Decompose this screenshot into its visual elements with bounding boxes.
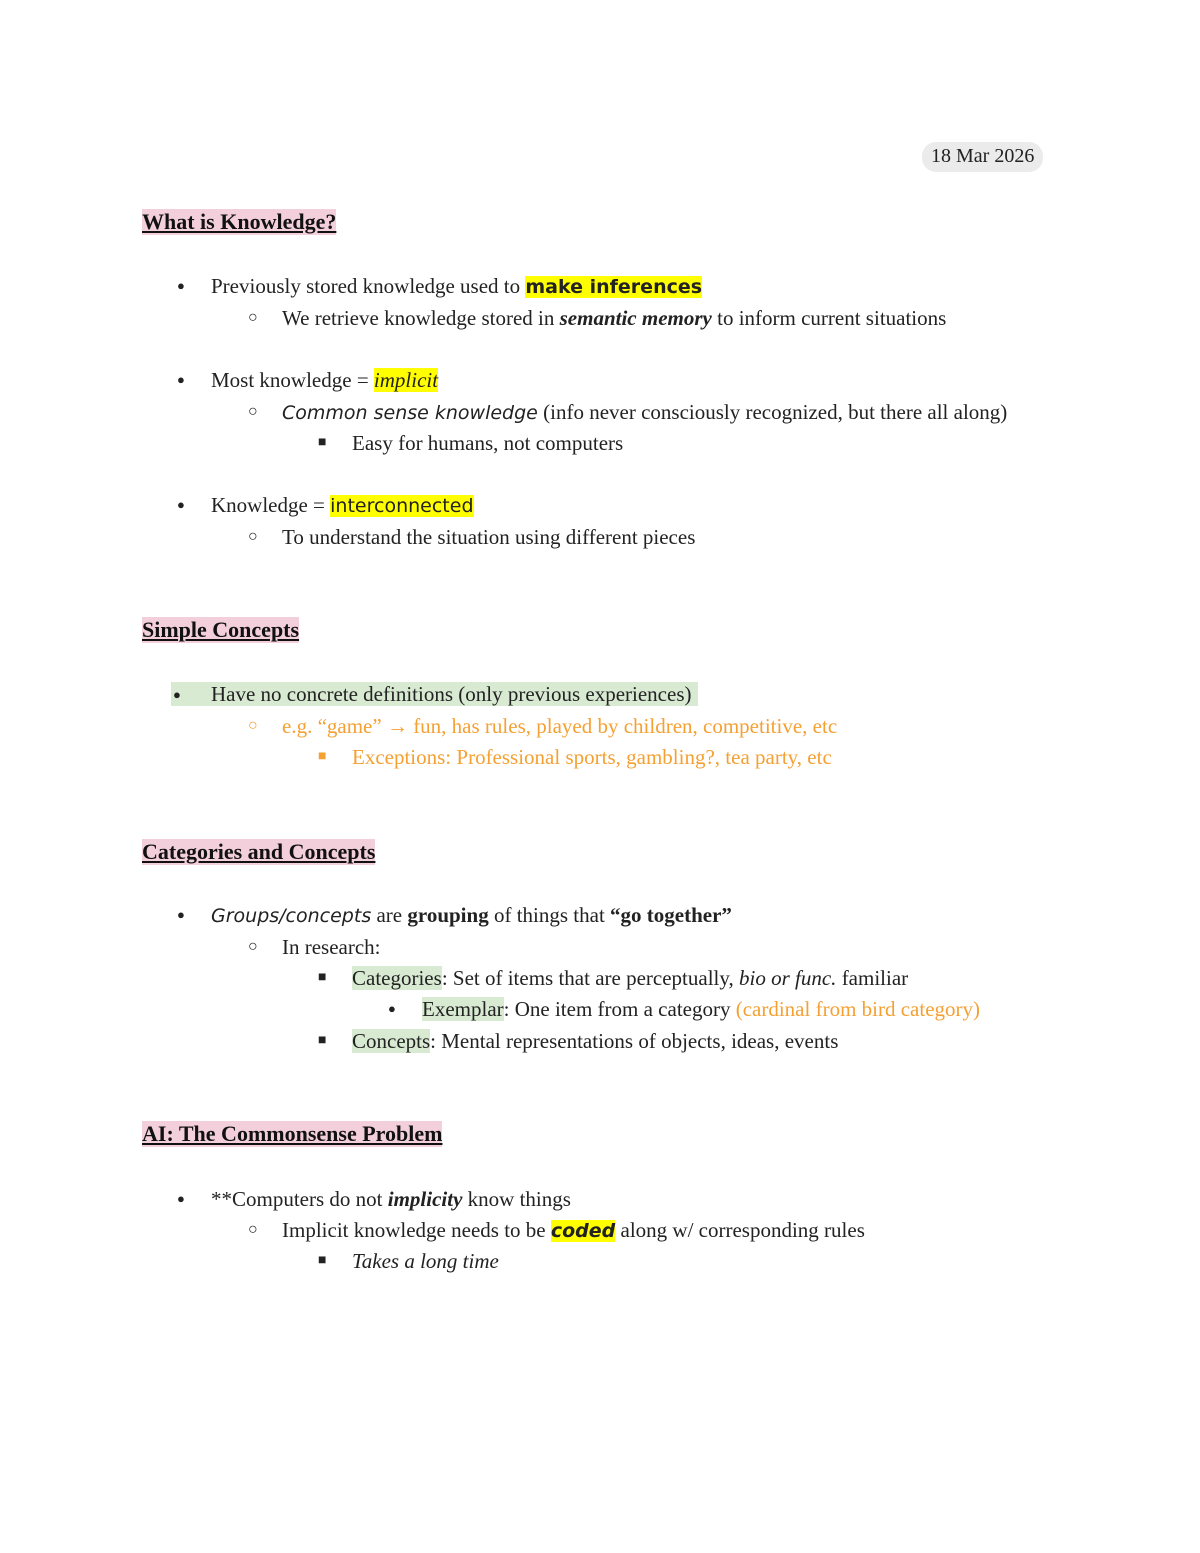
- list-item: ■ Easy for humans, not computers: [318, 431, 624, 455]
- bullet-square-icon: ■: [318, 1253, 327, 1268]
- bullet-square-icon: ■: [318, 749, 327, 764]
- bullet-disc-icon: ●: [177, 907, 185, 922]
- list-item: ○ e.g. “game” → fun, has rules, played by children, competitive, etc: [248, 714, 838, 738]
- list-item: ○ Common sense knowledge (info never consciously recognized, but there all along): [248, 400, 1008, 424]
- list-item: ○ Implicit knowledge needs to be coded along w/ corresponding rules: [248, 1218, 865, 1242]
- bullet-circle-icon: ○: [248, 403, 258, 420]
- list-item: ● Previously stored knowledge used to make inferences: [177, 274, 703, 298]
- bullet-square-icon: ■: [318, 1033, 327, 1048]
- date-chip[interactable]: 18 Mar 2026: [922, 142, 1043, 172]
- section-heading-knowledge: What is Knowledge?: [142, 209, 337, 234]
- list-item: ■ Takes a long time: [318, 1249, 499, 1273]
- highlight-text: implicit: [373, 368, 439, 392]
- bullet-circle-icon: ○: [248, 938, 258, 955]
- bullet-disc-icon: ●: [388, 1001, 396, 1016]
- highlight-text: interconnected: [330, 495, 474, 517]
- term-categories: Categories: [352, 966, 442, 990]
- list-item: [173, 681, 698, 707]
- term-exemplar: Exemplar: [422, 997, 504, 1021]
- list-item: ■ Exceptions: Professional sports, gambling?, tea party, etc: [318, 745, 832, 769]
- green-highlight-row: ● Have no concrete definitions (only previous experiences): [171, 682, 698, 706]
- section-heading-ai: AI: The Commonsense Problem: [142, 1121, 443, 1146]
- bullet-disc-icon: ●: [177, 1191, 185, 1206]
- list-item: ○ We retrieve knowledge stored in semantic memory to inform current situations: [248, 306, 947, 330]
- bullet-circle-icon: ○: [248, 1221, 258, 1238]
- list-item: ● Knowledge = interconnected: [177, 493, 474, 517]
- list-item: ■ Categories: Set of items that are perceptually, bio or func. familiar: [318, 966, 909, 990]
- list-item: ○ To understand the situation using different pieces: [248, 525, 696, 549]
- section-heading-simple-concepts: Simple Concepts: [142, 617, 300, 642]
- bullet-circle-icon: ○: [248, 309, 258, 326]
- bullet-disc-icon: ●: [173, 687, 181, 702]
- bullet-circle-icon: ○: [248, 528, 258, 545]
- bullet-disc-icon: ●: [177, 497, 185, 512]
- list-item: ● Exemplar: One item from a category (cardinal from bird category): [388, 997, 981, 1021]
- bullet-square-icon: ■: [318, 435, 327, 450]
- list-item: ■ Concepts: Mental representations of objects, ideas, events: [318, 1029, 839, 1053]
- highlight-text: make inferences: [525, 276, 703, 298]
- list-item: ○ In research:: [248, 935, 381, 959]
- list-item: ● Groups/concepts are grouping of things that “go together”: [177, 903, 732, 927]
- bullet-circle-icon: ○: [248, 717, 258, 734]
- bullet-disc-icon: ●: [177, 278, 185, 293]
- section-heading-categories: Categories and Concepts: [142, 839, 376, 864]
- highlight-text: coded: [550, 1220, 616, 1242]
- bullet-disc-icon: ●: [177, 372, 185, 387]
- list-item: ● **Computers do not implicity know things: [177, 1187, 571, 1211]
- bullet-square-icon: ■: [318, 970, 327, 985]
- list-item: ● Most knowledge = implicit: [177, 368, 439, 392]
- term-concepts: Concepts: [352, 1029, 431, 1053]
